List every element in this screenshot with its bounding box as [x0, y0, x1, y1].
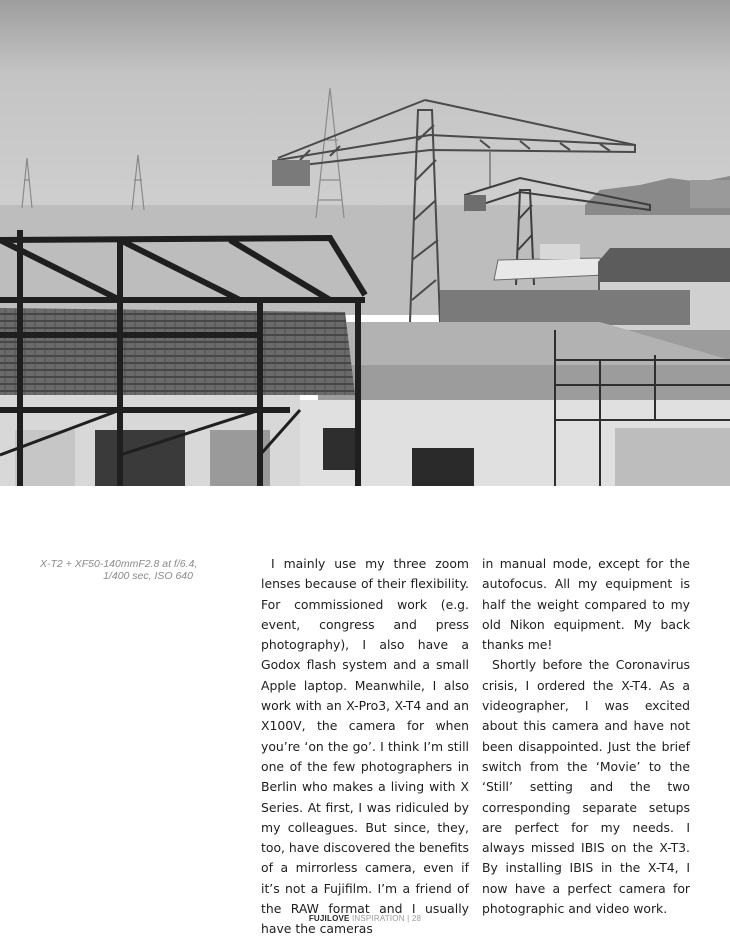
body-column-2	[482, 554, 690, 919]
photo-caption	[40, 558, 198, 582]
body-paragraph: I mainly use my three zoom lenses because of their flexibility. For commissioned work (e.g. event, congress and press photography), I also have a Godox flash system and a small Apple laptop. Meanwhile, I also work with an X-Pro3, X-T4 and an X100V, the camera for when you’re ‘on the go’. I think I’m still one of the few photographers in Berlin who makes a living with X Series. At first, I was ridiculed by my colleagues. But since, they, too, have discovered the benefits of a mirrorless camera, even if it’s not a Fujifilm. I’m a friend of the RAW format and I usually have the cameras	[261, 556, 469, 937]
footer-section-page: INSPIRATION | 28	[349, 914, 422, 923]
page-footer	[0, 914, 730, 923]
body-paragraph: Shortly before the Coronavirus crisis, I ordered the X-T4. As a videographer, I was excited about this camera and have not been disappointed. Just the brief switch from the ‘Movie’ to the ‘Still’ setting and the two corresponding separate setups are perfect for my needs. I always missed IBIS on the X-T3. By installing IBIS in the X-T4, I now have a perfect camera for photographic and video work.	[482, 657, 690, 917]
body-column-1	[261, 554, 469, 940]
caption-line-2: 1/400 sec, ISO 640	[103, 570, 193, 582]
caption-line-1: X-T2 + XF50-140mmF2.8 at f/6.4,	[40, 558, 198, 570]
body-paragraph-continued: in manual mode, except for the autofocus. All my equipment is half the weight compared to my old Nikon equipment. My back thanks me!	[482, 556, 690, 653]
footer-brand: FUJILOVE	[308, 914, 350, 923]
